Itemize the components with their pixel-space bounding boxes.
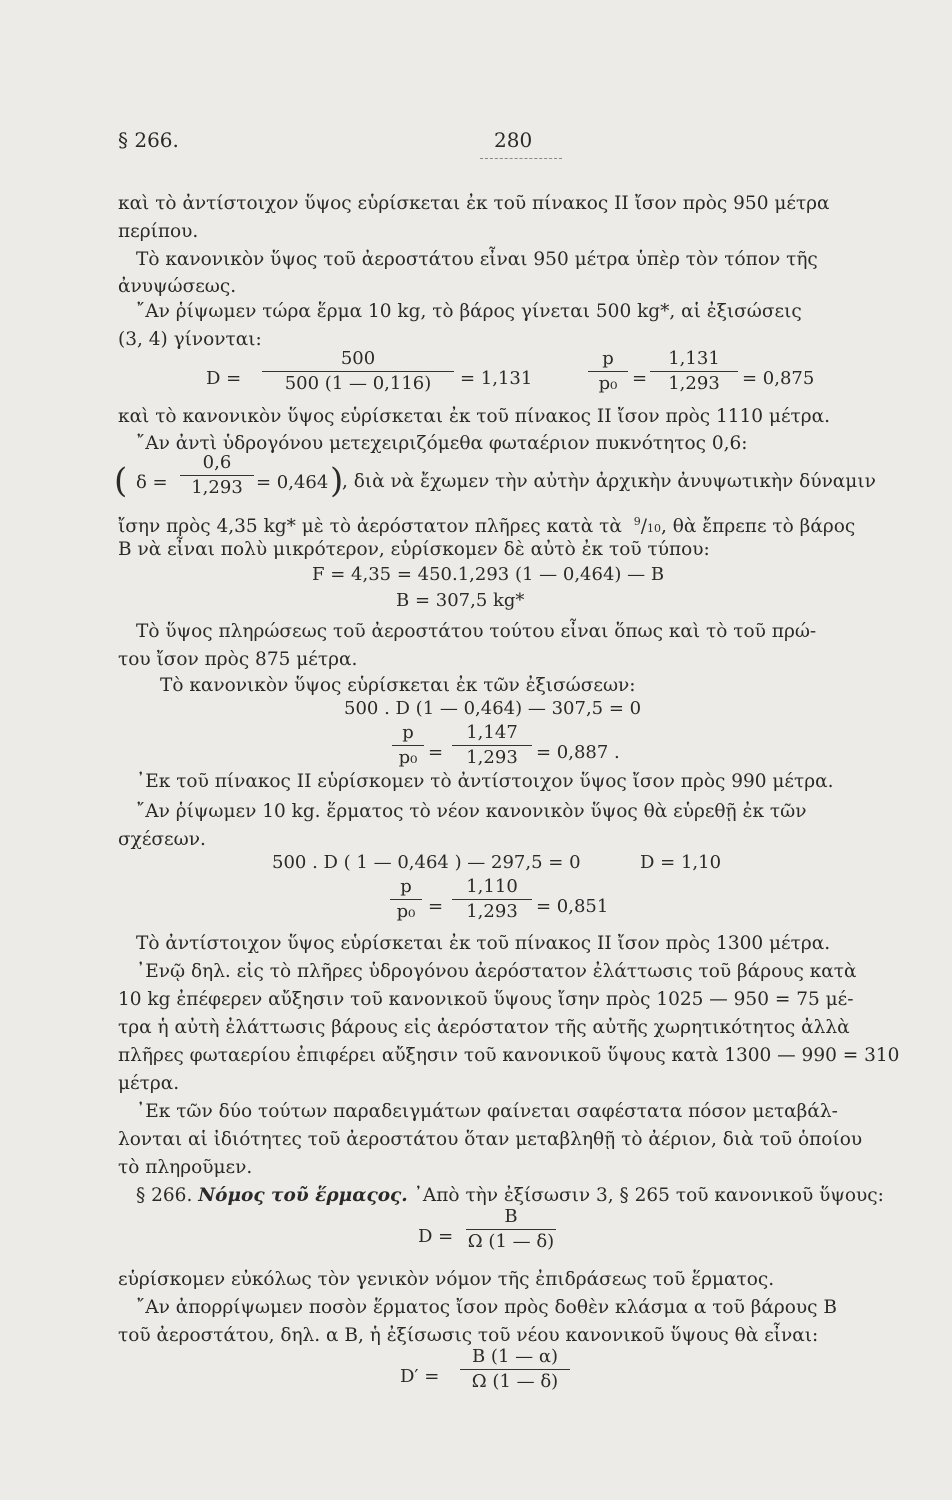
page-number-rule [480, 158, 562, 159]
text-line: , διὰ νὰ ἔχωμεν τὴν αὐτὴν ἀρχικὴν ἀνυψωτικὴν δύναμιν [342, 471, 876, 492]
text-line: Τὸ κανονικὸν ὕψος εὑρίσκεται ἐκ τῶν ἐξισώσεων: [160, 675, 636, 696]
fraction [452, 722, 532, 769]
text-line: ῎Αν ἀπορρίψωμεν ποσὸν ἕρματος ἴσον πρὸς δοθὲν κλάσμα α τοῦ βάρους Β [136, 1297, 837, 1318]
equation-lhs: D′ = [400, 1366, 440, 1387]
section-title: Νόμος τοῦ ἕρμαςος. [198, 1185, 408, 1206]
fraction [452, 876, 532, 923]
fraction-numerator: Β [466, 1206, 556, 1230]
fraction-numerator: 9 [633, 515, 641, 528]
equals-sign: = [428, 742, 444, 763]
fraction-denominator: 1,293 [668, 373, 720, 394]
fraction-numerator: p [392, 722, 424, 746]
text-line: τρα ἡ αὐτὴ ἐλάττωσις βάρους εἰς ἀερόστατον τῆς αὐτῆς χωρητικότητος ἀλλὰ [118, 1017, 850, 1038]
text-line: σχέσεων. [118, 829, 206, 850]
equation-rhs: = 0,464 [256, 472, 329, 493]
text-line: ῎Αν ῥίψωμεν 10 kg. ἕρματος τὸ νέον κανονικὸν ὕψος θὰ εὑρεθῇ ἐκ τῶν [136, 801, 807, 822]
text-line: τοῦ ἀεροστάτου, δηλ. α Β, ἡ ἐξίσωσις τοῦ νέου κανονικοῦ ὕψους θὰ εἶναι: [118, 1325, 819, 1346]
text-line: ῎Αν ἀντὶ ὑδρογόνου μετεχειριζόμεθα φωταέριον πυκνότητος 0,6: [136, 433, 748, 454]
fraction [390, 876, 422, 923]
fraction-denominator: p₀ [396, 901, 416, 922]
text-line: λονται αἱ ἰδιότητες τοῦ ἀεροστάτου ὅταν μεταβληθῇ τὸ ἀέριον, διὰ τοῦ ὁποίου [118, 1129, 863, 1150]
text-line: περίπου. [118, 221, 199, 242]
section-marker: § 266. [136, 1185, 193, 1206]
text-line: ἀνυψώσεως. [118, 276, 237, 297]
text-line: Τὸ κανονικὸν ὕψος τοῦ ἀεροστάτου εἶναι 950 μέτρα ὑπὲρ τὸν τόπον τῆς [136, 249, 818, 270]
equation-rhs: = 0,851 [536, 896, 609, 917]
equals-sign: = [428, 896, 444, 917]
text-line: του ἴσον πρὸς 875 μέτρα. [118, 649, 358, 670]
fraction-numerator: 0,6 [180, 452, 254, 476]
equation: 500 . D (1 — 0,464) — 307,5 = 0 [344, 698, 642, 719]
fraction-denominator: 1,293 [466, 747, 518, 768]
equation-rhs: = 0,875 [742, 368, 815, 389]
text-line: καὶ τὸ ἀντίστοιχον ὕψος εὑρίσκεται ἐκ τοῦ πίνακος ΙΙ ἴσον πρὸς 950 μέτρα [118, 193, 830, 214]
equation-lhs: D = [206, 368, 242, 389]
fraction-numerator: 1,147 [452, 722, 532, 746]
fraction-denominator: Ω (1 — δ) [471, 1371, 559, 1392]
text-line: ᾽Εκ τοῦ πίνακος ΙΙ εὑρίσκομεν τὸ ἀντίστοιχον ὕψος ἴσον πρὸς 990 μέτρα. [136, 771, 834, 792]
text-line: ᾽Ενῷ δηλ. εἰς τὸ πλῆρες ὑδρογόνου ἀερόστατον ἐλάττωσις τοῦ βάρους κατὰ [136, 961, 857, 982]
equation-lhs: D = [418, 1226, 454, 1247]
fraction-numerator: 1,131 [650, 348, 738, 372]
text-line: ἴσην πρὸς 4,35 kg* μὲ τὸ ἀερόστατον πλῆρες κατὰ τὰ $^9$/10, θὰ ἔπρεπε τὸ βάρος [118, 515, 856, 538]
fraction-numerator: 1,110 [452, 876, 532, 900]
text-segment: , θὰ ἔπρεπε τὸ βάρος [660, 516, 856, 538]
text-line: εὑρίσκομεν εὐκόλως τὸν γενικὸν νόμον τῆς ἐπιδράσεως τοῦ ἕρματος. [118, 1269, 775, 1290]
text-line: 10 kg ἐπέφερεν αὔξησιν τοῦ κανονικοῦ ὕψους ἴσην πρὸς 1025 — 950 = 75 μέ- [118, 989, 854, 1010]
fraction-denominator: 10 [646, 522, 661, 536]
fraction-numerator: p [588, 348, 628, 372]
text-segment: ᾽Απὸ τὴν ἐξίσωσιν 3, § 265 τοῦ κανονικοῦ ὕψους: [413, 1185, 884, 1206]
open-paren: ( [114, 461, 128, 501]
equation-rhs: = 1,131 [460, 368, 533, 389]
fraction-denominator: p₀ [598, 373, 618, 394]
equation: Β = 307,5 kg* [396, 590, 525, 611]
fraction [588, 348, 628, 395]
text-line: καὶ τὸ κανονικὸν ὕψος εὑρίσκεται ἐκ τοῦ πίνακος ΙΙ ἴσον πρὸς 1110 μέτρα. [118, 406, 831, 427]
fraction-denominator: 1,293 [191, 477, 243, 498]
fraction [392, 722, 424, 769]
equation-lhs: δ = [136, 472, 168, 493]
fraction [180, 452, 254, 499]
text-segment: ἴσην πρὸς 4,35 kg* μὲ τὸ ἀερόστατον πλῆρες κατὰ τὰ [118, 516, 622, 538]
close-paren: ) [330, 461, 344, 501]
fraction-denominator: Ω (1 — δ) [467, 1231, 555, 1252]
equation-rhs: = 0,887 . [536, 742, 620, 763]
text-line: ᾽Εκ τῶν δύο τούτων παραδειγμάτων φαίνεται σαφέστατα πόσον μεταβάλ- [136, 1101, 838, 1122]
fraction-numerator: 500 [262, 348, 454, 372]
text-line: (3, 4) γίνονται: [118, 329, 262, 350]
fraction [650, 348, 738, 395]
equation: 500 . D ( 1 — 0,464 ) — 297,5 = 0 [272, 852, 581, 873]
section-marker: § 266. [118, 128, 179, 152]
text-line: Τὸ ὕψος πληρώσεως τοῦ ἀεροστάτου τούτου εἶναι ὅπως καὶ τὸ τοῦ πρώ- [136, 621, 817, 642]
equation: F = 4,35 = 450.1,293 (1 — 0,464) — Β [312, 564, 665, 585]
fraction-denominator: p₀ [398, 747, 418, 768]
fraction [262, 348, 454, 395]
text-line: ῎Αν ῥίψωμεν τώρα ἕρμα 10 kg, τὸ βάρος γίνεται 500 kg*, αἱ ἐξισώσεις [136, 301, 802, 322]
fraction [460, 1346, 570, 1393]
fraction-denominator: 1,293 [466, 901, 518, 922]
text-line: τὸ πληροῦμεν. [118, 1157, 253, 1178]
fraction-denominator: 500 (1 — 0,116) [284, 373, 432, 394]
text-line: Τὸ ἀντίστοιχον ὕψος εὑρίσκεται ἐκ τοῦ πίνακος ΙΙ ἴσον πρὸς 1300 μέτρα. [136, 933, 831, 954]
text-line: μέτρα. [118, 1073, 180, 1094]
fraction-numerator: Β (1 — α) [460, 1346, 570, 1370]
page-number: 280 [494, 128, 533, 152]
text-line: Β νὰ εἶναι πολὺ μικρότερον, εὑρίσκομεν δὲ αὐτὸ ἐκ τοῦ τύπου: [118, 539, 710, 560]
equation: D = 1,10 [640, 852, 722, 873]
text-line: πλῆρες φωταερίου ἐπιφέρει αὔξησιν τοῦ κανονικοῦ ὕψους κατὰ 1300 — 990 = 310 [118, 1045, 900, 1066]
equals-sign: = [632, 368, 648, 389]
fraction [466, 1206, 556, 1253]
fraction-numerator: p [390, 876, 422, 900]
